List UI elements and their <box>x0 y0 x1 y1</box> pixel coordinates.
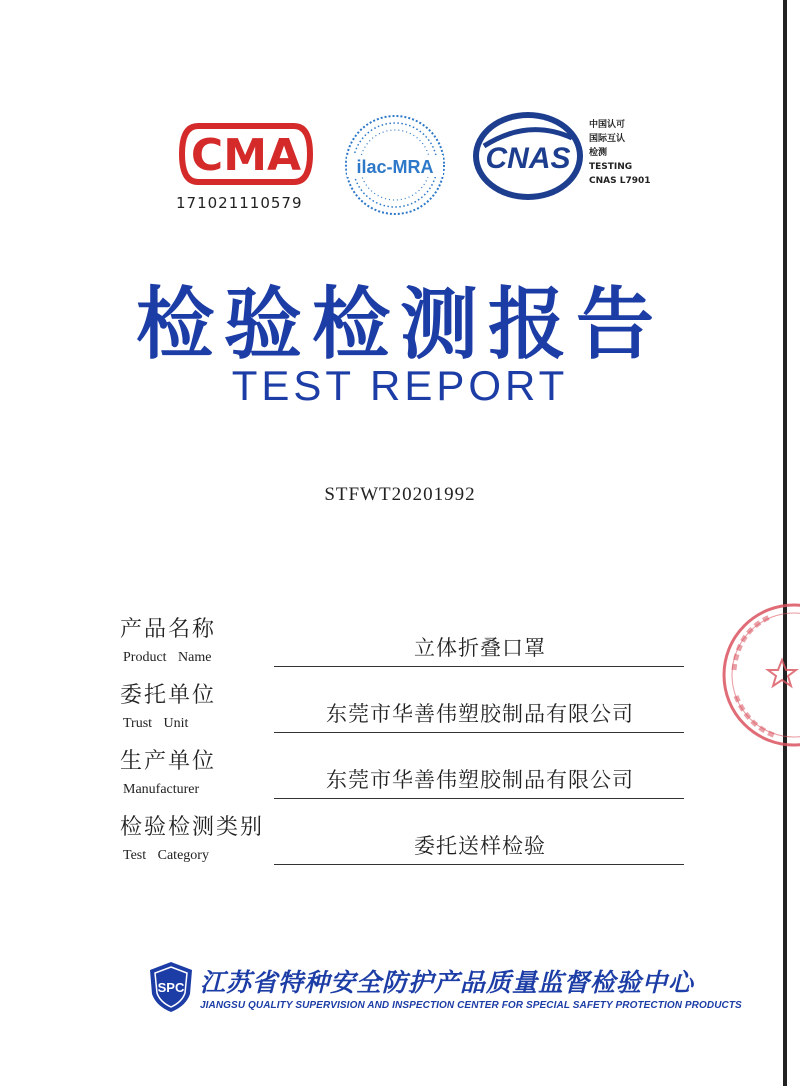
field-underline <box>274 864 684 865</box>
ilac-mra-logo-icon <box>343 113 447 217</box>
issuer-name-en: JIANGSU QUALITY SUPERVISION AND INSPECTION CENTER FOR SPECIAL SAFETY PROTECTION PRODUCTS <box>200 1000 742 1011</box>
field-value: 东莞市华善伟塑胶制品有限公司 <box>326 768 634 792</box>
scan-edge-line <box>783 0 787 1086</box>
field-value: 立体折叠口罩 <box>414 636 546 660</box>
spc-badge-text: SPC <box>157 980 185 995</box>
field-label-en: Test Category <box>123 848 209 863</box>
field-trust-unit <box>120 678 690 744</box>
field-label-en: Trust Unit <box>123 716 189 731</box>
report-number: STFWT20201992 <box>324 484 476 505</box>
official-stamp-icon <box>712 600 800 750</box>
field-value: 东莞市华善伟塑胶制品有限公司 <box>326 702 634 726</box>
field-test-category <box>120 810 690 876</box>
cma-number: 171021110579 <box>176 194 303 212</box>
field-label-en: Manufacturer <box>123 782 200 797</box>
report-title-en: TEST REPORT <box>231 362 569 409</box>
field-manufacturer <box>120 744 690 810</box>
cma-logo-icon <box>176 118 316 190</box>
field-underline <box>274 732 684 733</box>
spc-shield-icon <box>148 960 194 1014</box>
field-label-cn: 检验检测类别 <box>120 815 265 840</box>
cma-logo-text: CMA <box>190 130 302 181</box>
cnas-line: TESTING <box>589 162 633 172</box>
field-label-cn: 产品名称 <box>120 617 217 642</box>
cnas-line: 检测 <box>589 148 608 158</box>
report-title-cn: 检验检测报告 <box>135 280 664 370</box>
ilac-logo-text: ilac-MRA <box>356 157 434 177</box>
field-underline <box>274 798 684 799</box>
field-label-cn: 委托单位 <box>120 683 217 708</box>
cnas-logo-icon <box>470 108 586 204</box>
field-underline <box>274 666 684 667</box>
cnas-line: 中国认可 <box>589 120 626 130</box>
issuer-name-cn: 江苏省特种安全防护产品质量监督检验中心 <box>200 968 695 997</box>
cnas-line: CNAS L7901 <box>589 176 651 186</box>
field-product-name <box>120 612 690 678</box>
field-label-en: Product Name <box>123 650 212 665</box>
cnas-line: 国际互认 <box>589 134 626 144</box>
cnas-logo-text: CNAS <box>485 142 571 175</box>
field-value: 委托送样检验 <box>414 834 546 858</box>
field-label-cn: 生产单位 <box>120 749 217 774</box>
cnas-accreditation-text <box>589 118 669 188</box>
